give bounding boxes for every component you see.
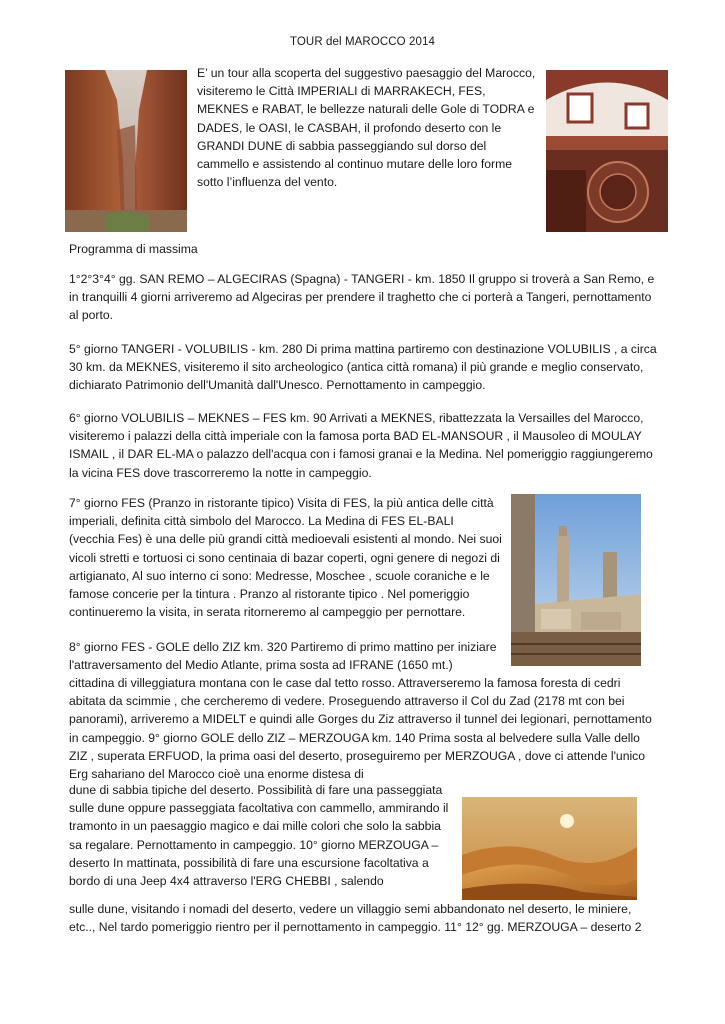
fes-photo — [511, 494, 641, 666]
day-7-paragraph: 7° giorno FES (Pranzo in ristorante tipico) Visita di FES, la più antica delle città imperiali, definita città simbolo del Marocco. La Medina di FES EL-BALI (vecchia Fes) è una delle più grandi città medioevali esistenti al mondo. Nei suoi vicoli stretti e tortuosi ci sono centinaia di bazar coperti, ogni genere di negozi di artigianato, Al suo interno ci sono: Medresse, Moschee , scuole coraniche e le famose concerie per la tintura . Pranzo al ristorante tipico . Nel pomeriggio continueremo la visita, in serata ritorneremo al campeggio per pernottare. — [69, 496, 502, 620]
dunes-photo — [462, 797, 637, 900]
day-8-intro: 8° giorno FES - GOLE dello ZIZ km. 320 Partiremo di primo mattino per iniziare l'attraversamento del Medio Atlante, prima sosta ad IFRANE (1650 mt.) — [69, 640, 497, 673]
day-8-9-paragraph: cittadina di villeggiatura montana con le case dal tetto rosso. Attraverseremo la famosa foresta di cedri abitata da scimmie , che cercheremo di vedere. Proseguendo attraverso il Col du Zad (2178 mt con bei panorami), arriveremo a MIDELT e quindi alle Gorges du Ziz attraverso il tunnel dei legionari, pernottamento in campeggio. 9° giorno GOLE dello ZIZ – MERZOUGA km. 140 Prima sosta al belvedere sulla Valle dello ZIZ , superata ERFUOD, la prima oasi del deserto, proseguiremo per MERZOUGA , dove ci attende l'unico Erg sahariano del Marocco cioè una enorme distesa di — [69, 676, 652, 782]
day-5-paragraph: 5° giorno TANGERI - VOLUBILIS - km. 280 Di prima mattina partiremo con destinazione VOLUBILIS , a circa 30 km. da MEKNES, visiteremo il sito archeologico (antica città romana) il più grande e meglio conservato, dichiarato Patrimonio dell'Umanità dall'Unesco. Pernottamento in campeggio. — [69, 342, 657, 393]
day-1-4-paragraph: 1°2°3°4° gg. SAN REMO – ALGECIRAS (Spagna) - TANGERI - km. 1850 Il gruppo si troverà a San Remo, e in tranquilli 4 giorni arriveremo ad Algeciras per prendere il traghetto che ci porterà a Tangeri, pernottamento al porto. — [69, 272, 655, 323]
day-6-paragraph: 6° giorno VOLUBILIS – MEKNES – FES km. 90 Arrivati a MEKNES, ribattezzata la Versailles del Marocco, visiteremo i palazzi della città imperiale con la famosa porta BAD EL-MANSOUR , il Mausoleo di MOULAY ISMAIL , il DAR EL-MA o palazzo dell'acqua con i famosi granai e la Medina. Nel pomeriggio raggiungeremo la vicina FES dove trascorreremo la notte in campeggio. — [69, 411, 653, 480]
page-title: TOUR del MAROCCO 2014 — [289, 36, 436, 48]
architecture-photo — [546, 70, 668, 232]
programma-heading: Programma di massima — [69, 242, 198, 256]
gorge-photo — [65, 70, 187, 232]
day-10-12-paragraph: sulle dune, visitando i nomadi del deserto, vedere un villaggio semi abbandonato nel deserto, le miniere, etc.., Nel tardo pomeriggio rientro per il pernottamento in campeggio. 11° 12° gg. MERZOUGA – deserto 2 — [69, 902, 642, 935]
day-9-10-paragraph: dune di sabbia tipiche del deserto. Possibilità di fare una passeggiata sulle dune oppure passeggiata facoltativa con cammello, ammirando il tramonto in un paesaggio magico e dai mille colori che solo la sabbia sa regalare. Pernottamento in campeggio. 10° giorno MERZOUGA – deserto In mattinata, possibilità di fare una escursione facoltativa a bordo di una Jeep 4x4 attraverso l'ERG CHEBBI , salendo — [69, 783, 449, 889]
intro-paragraph: E’ un tour alla scoperta del suggestivo paesaggio del Marocco, visiteremo le Città IMPERIALI di MARRAKECH, FES, MEKNES e RABAT, le bellezze naturali delle Gole di TODRA e DADES, le OASI, le CASBAH, il profondo deserto con le GRANDI DUNE di sabbia passeggiando sul dorso del cammello e assistendo al continuo mutare delle loro forme sotto l’influenza del vento. — [197, 66, 536, 190]
